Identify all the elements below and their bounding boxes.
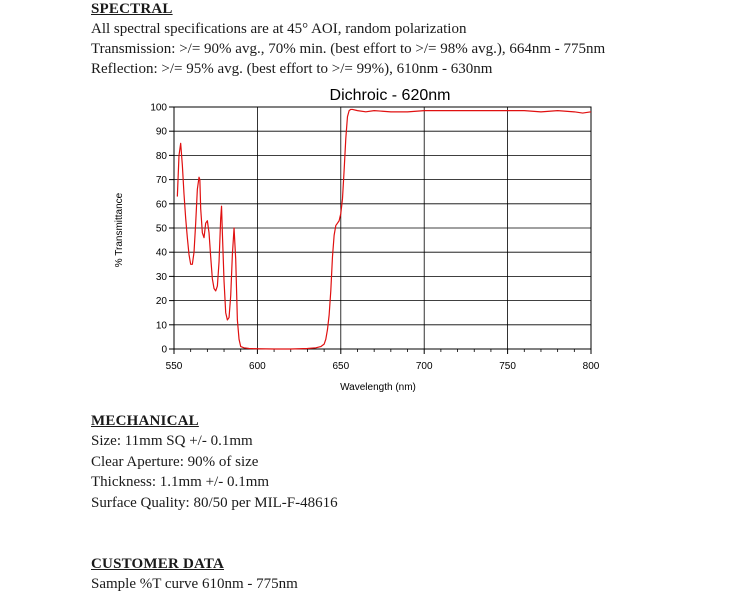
chart-title: Dichroic - 620nm <box>329 87 451 104</box>
mechanical-size-line: Size: 11mm SQ +/- 0.1mm <box>91 433 253 449</box>
y-axis-label: % Transmittance <box>114 192 125 268</box>
mechanical-thickness-line: Thickness: 1.1mm +/- 0.1mm <box>91 474 270 490</box>
x-tick-label: 700 <box>415 361 433 372</box>
spectral-transmission-line: Transmission: >/= 90% avg., 70% min. (best effort to >/= 98% avg.), 664nm - 775nm <box>91 41 606 57</box>
customer-curve-line: Sample %T curve 610nm - 775nm <box>91 576 298 592</box>
y-tick-label: 80 <box>155 150 167 162</box>
mechanical-aperture-line: Clear Aperture: 90% of size <box>91 454 259 470</box>
spectral-heading: SPECTRAL <box>91 1 173 17</box>
x-tick-label: 650 <box>332 361 350 372</box>
transmittance-curve <box>177 109 591 349</box>
y-tick-label: 90 <box>155 126 167 138</box>
customer-data-heading: CUSTOMER DATA <box>91 556 225 572</box>
x-tick-label: 550 <box>165 361 183 372</box>
x-axis-label: Wavelength (nm) <box>340 382 416 393</box>
spectral-aoi-line: All spectral specifications are at 45° AOI, random polarization <box>91 21 467 37</box>
y-tick-label: 0 <box>161 344 167 356</box>
y-tick-label: 50 <box>155 223 167 235</box>
x-tick-label: 800 <box>582 361 600 372</box>
y-tick-label: 10 <box>155 320 167 332</box>
chart-grid <box>174 107 591 349</box>
mechanical-heading: MECHANICAL <box>91 413 199 429</box>
x-tick-label: 750 <box>499 361 516 372</box>
y-tick-label: 40 <box>155 247 167 259</box>
y-tick-label: 30 <box>155 271 167 283</box>
x-tick-label: 600 <box>249 361 266 372</box>
y-tick-label: 60 <box>155 199 167 211</box>
y-tick-label: 100 <box>150 102 167 114</box>
y-tick-label: 70 <box>155 175 167 187</box>
chart-ticks <box>150 103 599 373</box>
mechanical-surface-line: Surface Quality: 80/50 per MIL-F-48616 <box>91 495 338 511</box>
spectral-reflection-line: Reflection: >/= 95% avg. (best effort to >/= 99%), 610nm - 630nm <box>91 61 493 77</box>
y-tick-label: 20 <box>155 296 167 308</box>
